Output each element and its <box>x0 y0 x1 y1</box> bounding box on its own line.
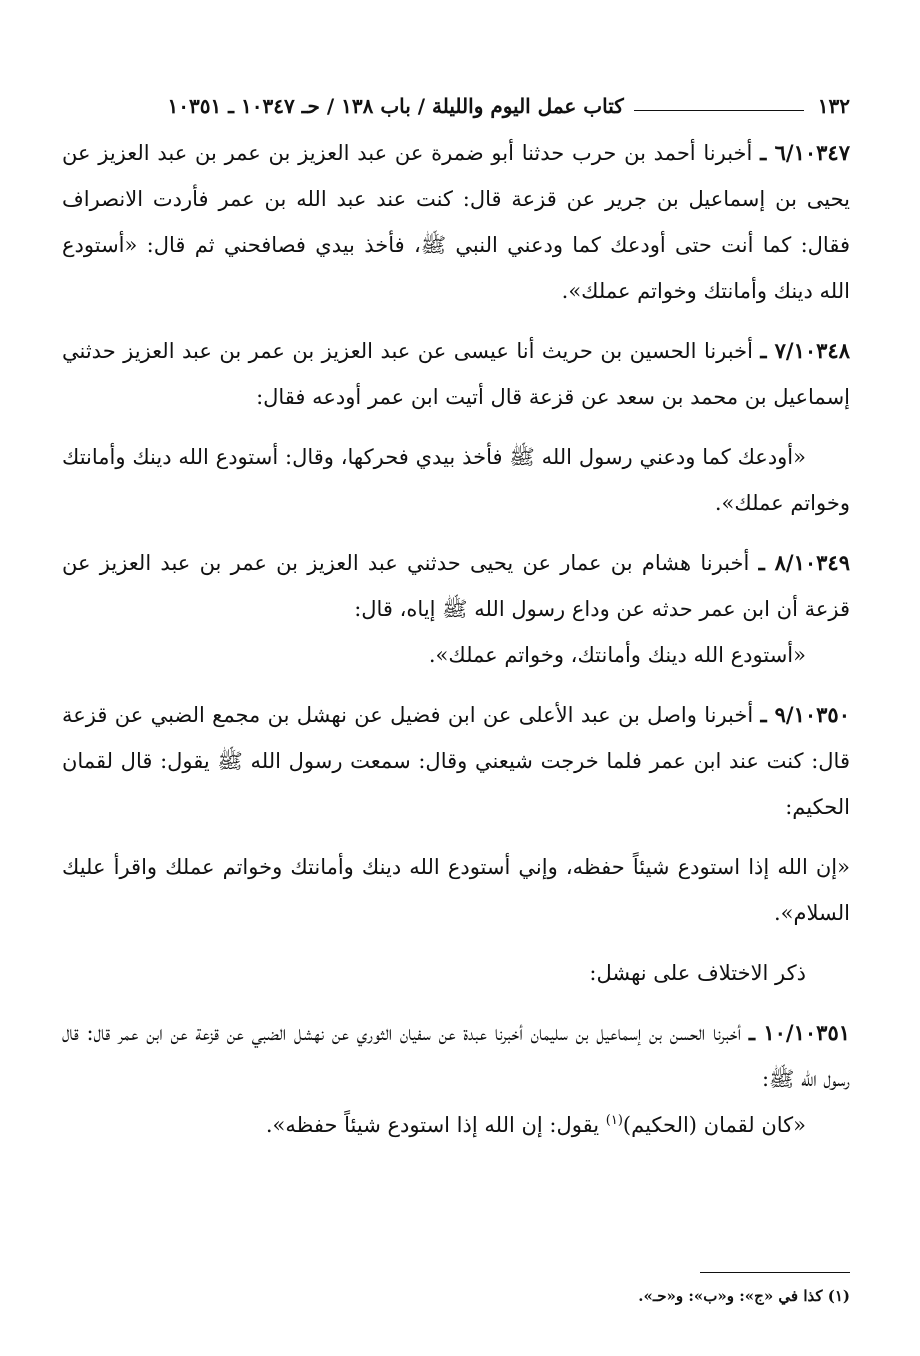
hadith-paragraph <box>62 692 850 830</box>
hadith-number: ٩/١٠٣٥٠ ـ <box>760 702 850 727</box>
running-header <box>62 86 850 118</box>
hadith-text: أخبرنا هشام بن عمار عن يحيى حدثني عبد العزيز بن عمر بن عبد العزيز عن قزعة أن ابن عمر حدثه عن وداع رسول الله ﷺ إياه، قال: <box>62 551 850 621</box>
section-heading <box>62 950 850 996</box>
hadith-number: ٧/١٠٣٤٨ ـ <box>760 338 850 363</box>
quote-paragraph <box>62 1102 850 1148</box>
hadith-paragraph <box>62 130 850 314</box>
page-number: ١٣٢ <box>817 94 850 118</box>
quote-text-end: يقول: إن الله إذا استودع شيئاً حفظه». <box>265 1113 606 1137</box>
hadith-paragraph <box>62 328 850 420</box>
hadith-number: ٦/١٠٣٤٧ ـ <box>760 140 850 165</box>
footnote-rule <box>700 1272 850 1273</box>
section-heading-text: ذكر الاختلاف على نهشل: <box>589 961 806 985</box>
hadith-number: ١٠/١٠٣٥١ ـ <box>748 1020 850 1045</box>
header-rule <box>634 110 804 111</box>
hadith-text: أخبرنا الحسين بن حريث أنا عيسى عن عبد العزيز بن عمر بن عبد العزيز حدثني إسماعيل بن محمد بن سعد عن قزعة قال أتيت ابن عمر أودعه فقال: <box>62 339 850 409</box>
footnote-text: (١) كذا في «ج»: و«ب»: و«حـ». <box>638 1287 850 1305</box>
quote-text: «أستودع الله دينك وأمانتك، وخواتم عملك». <box>428 643 806 667</box>
hadith-paragraph <box>62 540 850 632</box>
hadith-text: أخبرنا واصل بن عبد الأعلى عن ابن فضيل عن نهشل بن مجمع الضبي عن قزعة قال: كنت عند ابن عمر فلما خرجت شيعني وقال: سمعت رسول الله ﷺ يقول: قال لقمان الحكيم: <box>62 703 850 819</box>
hadith-text: أخبرنا الحسن بن إسماعيل بن سليمان أخبرنا عبدة عن سفيان الثوري عن نهشل الضبي عن قزعة عن ابن عمر قال: قال رسول الله ﷺ: <box>62 1021 850 1091</box>
footnote <box>62 1284 850 1308</box>
body-text <box>62 130 850 1148</box>
hadith-paragraph <box>62 1010 850 1102</box>
hadith-number: ٨/١٠٣٤٩ ـ <box>758 550 850 575</box>
quote-text-start: «كان لقمان (الحكيم) <box>622 1113 806 1137</box>
quote-text: «إن الله إذا استودع شيئاً حفظه، وإني أستودع الله دينك وأمانتك وخواتم عملك واقرأ عليك السلام». <box>62 855 850 925</box>
quote-paragraph <box>62 632 850 678</box>
quote-paragraph <box>62 844 850 936</box>
quote-paragraph <box>62 434 850 526</box>
page <box>62 86 850 1326</box>
quote-text: «أودعك كما ودعني رسول الله ﷺ فأخذ بيدي فحركها، وقال: أستودع الله دينك وأمانتك وخواتم عملك». <box>62 445 850 515</box>
hadith-text: أخبرنا أحمد بن حرب حدثنا أبو ضمرة عن عبد العزيز بن عمر بن عبد العزيز عن يحيى بن إسماعيل بن جرير عن قزعة قال: كنت عند عبد الله بن عمر فأردت الانصراف فقال: كما أنت حتى أودعك كما ودعني النبي ﷺ، فأخذ بيدي فصافحني ثم قال: «أستودع الله دينك وأمانتك وخواتم عملك». <box>62 141 850 303</box>
running-title: كتاب عمل اليوم والليلة / باب ١٣٨ / حـ ١٠٣٤٧ ـ ١٠٣٥١ <box>167 94 624 118</box>
footnote-reference[interactable]: (١) <box>605 1113 623 1128</box>
